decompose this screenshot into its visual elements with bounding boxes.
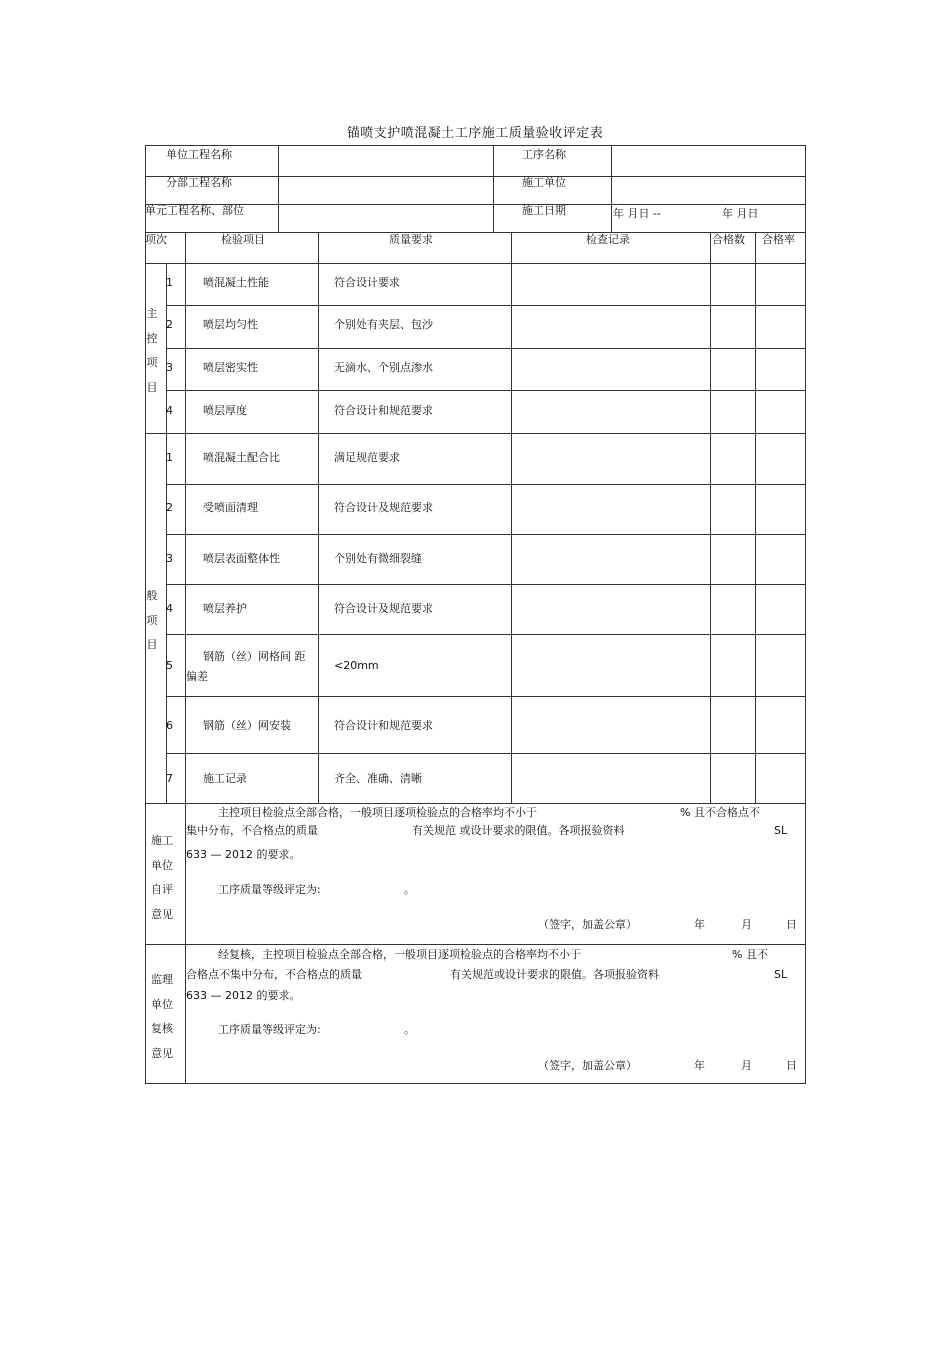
self-eval-line2-b: 有关规范 或设计要求的限值。各项报验资料 — [412, 824, 625, 837]
general-item-no: 2 — [166, 501, 173, 514]
general-item-req: 符合设计和规范要求 — [334, 719, 433, 732]
self-eval-line1: 主控项目检验点全部合格，一般项目逐项检验点的合格率均不小于 — [218, 806, 537, 819]
supervisor-eval-month: 月 — [741, 1059, 752, 1072]
unit-project-label: 单位工程名称 — [166, 148, 232, 161]
self-eval-line3: 633 — 2012 的要求。 — [186, 848, 301, 861]
self-eval-month: 月 — [741, 918, 752, 931]
page-title: 锚喷支护喷混凝土工序施工质量验收评定表 — [346, 126, 604, 141]
main-group-label: 主控项目 — [146, 307, 158, 394]
main-item-req: 符合设计要求 — [334, 276, 400, 289]
main-item-no: 3 — [166, 361, 173, 374]
main-item-req: 符合设计和规范要求 — [334, 404, 433, 417]
supervisor-eval-sign: （签字，加盖公章） — [538, 1059, 637, 1072]
process-name-label: 工序名称 — [522, 148, 566, 161]
self-eval-sign: （签字，加盖公章） — [538, 918, 637, 931]
self-eval-day: 日 — [786, 918, 797, 931]
supervisor-eval-day: 日 — [786, 1059, 797, 1072]
general-item-no: 6 — [166, 719, 173, 732]
main-item-req: 无滴水、个别点渗水 — [334, 361, 433, 374]
construction-date-label: 施工日期 — [522, 204, 566, 217]
supervisor-eval-line2-b: 有关规范或设计要求的限值。各项报验资料 — [450, 968, 659, 981]
construction-unit-label: 施工单位 — [522, 176, 566, 189]
supervisor-eval-year: 年 — [694, 1059, 705, 1072]
main-item-name: 喷层厚度 — [203, 404, 247, 417]
supervisor-eval-line1: 经复核，主控项目检验点全部合格，一般项目逐项检验点的合格率均不小于 — [218, 948, 581, 961]
general-item-name: 喷混凝土配合比 — [203, 451, 280, 464]
main-item-name: 喷混凝土性能 — [203, 276, 269, 289]
supervisor-eval-grade: 工序质量等级评定为: — [218, 1023, 321, 1036]
general-item-name-cont: 偏差 — [186, 670, 208, 683]
supervisor-eval-line2: 合格点不集中分布，不合格点的质量 — [186, 968, 362, 981]
self-eval-grade: 工序质量等级评定为: — [218, 883, 321, 896]
general-item-req: 满足规范要求 — [334, 451, 400, 464]
main-item-name: 喷层密实性 — [203, 361, 258, 374]
supervisor-eval-label: 监理单位复核意见 — [151, 973, 173, 1060]
self-eval-year: 年 — [694, 918, 705, 931]
supervisor-eval-grade-dot: 。 — [404, 1023, 415, 1036]
general-group-label: 般项目 — [146, 589, 158, 651]
date-end: 年 月日 — [722, 207, 759, 220]
main-item-no: 2 — [166, 318, 173, 331]
date-start: 年 月日 -- — [613, 207, 661, 220]
col-inspection-record: 检查记录 — [586, 233, 630, 246]
general-item-no: 5 — [166, 659, 173, 672]
supervisor-eval-line3: 633 — 2012 的要求。 — [186, 989, 301, 1002]
supervisor-eval-line1-pct: % 且不 — [732, 948, 768, 961]
main-item-no: 1 — [166, 276, 173, 289]
col-quality-requirement: 质量要求 — [389, 233, 433, 246]
general-item-req: 齐全、准确、清晰 — [334, 772, 422, 785]
self-eval-line1-pct: % 且不合格点不 — [680, 806, 760, 819]
general-item-name: 钢筋（丝）网格间 距 — [203, 650, 306, 663]
general-item-req: 符合设计及规范要求 — [334, 602, 433, 615]
col-item-no: 项次 — [145, 233, 167, 246]
general-item-req: <20mm — [334, 659, 379, 672]
element-project-label: 单元工程名称、部位 — [145, 204, 244, 217]
general-item-name: 钢筋（丝）网安装 — [203, 719, 291, 732]
general-item-name: 喷层表面整体性 — [203, 552, 280, 565]
general-item-name: 受喷面清理 — [203, 501, 258, 514]
supervisor-eval-line2-sl: SL — [774, 968, 788, 981]
main-item-no: 4 — [166, 404, 173, 417]
general-item-name: 喷层养护 — [203, 602, 247, 615]
col-qualified-count: 合格数 — [712, 233, 745, 246]
self-eval-label: 施工单位自评意见 — [151, 834, 173, 921]
col-qualified-rate: 合格率 — [762, 233, 795, 246]
general-item-req: 符合设计及规范要求 — [334, 501, 433, 514]
general-item-req: 个别处有微细裂缝 — [334, 552, 422, 565]
self-eval-line2-sl: SL — [774, 824, 788, 837]
general-item-no: 3 — [166, 552, 173, 565]
sub-project-label: 分部工程名称 — [166, 176, 232, 189]
general-item-no: 7 — [166, 772, 173, 785]
self-eval-grade-dot: 。 — [404, 883, 415, 896]
general-item-name: 施工记录 — [203, 772, 247, 785]
col-inspection-item: 检验项目 — [221, 233, 265, 246]
main-item-name: 喷层均匀性 — [203, 318, 258, 331]
main-item-req: 个别处有夹层、包沙 — [334, 318, 433, 331]
general-item-no: 4 — [166, 602, 173, 615]
self-eval-line2: 集中分布，不合格点的质量 — [186, 824, 318, 837]
general-item-no: 1 — [166, 451, 173, 464]
